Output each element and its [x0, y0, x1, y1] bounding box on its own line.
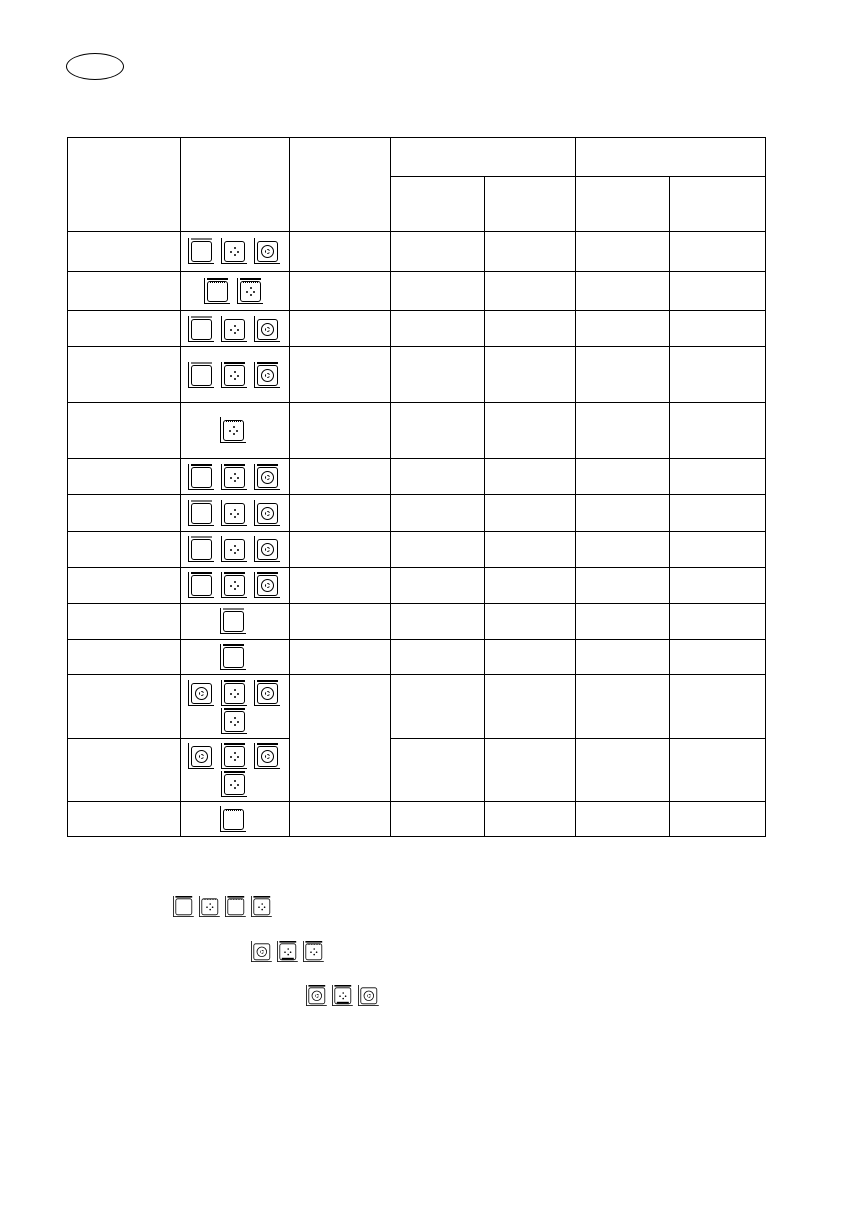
fan-wheel-icon	[251, 941, 272, 962]
fan-icon	[251, 896, 272, 917]
fan-icon	[221, 464, 247, 490]
fan-icon	[221, 362, 247, 388]
grill-oven-icon	[225, 896, 246, 917]
fan-wheel-icon	[254, 680, 280, 706]
fan-icon	[221, 238, 247, 264]
fan-icon	[221, 771, 247, 797]
fan-wheel-icon	[254, 362, 280, 388]
fan-wheel-icon	[306, 985, 327, 1006]
fan-wheel-icon	[188, 680, 214, 706]
top-heat-oven-icon	[220, 644, 246, 670]
grill-fan-icon	[303, 941, 324, 962]
fan-wheel-icon	[188, 743, 214, 769]
fan-icon	[221, 316, 247, 342]
grill-fan-icon	[220, 417, 246, 443]
fan-icon	[221, 680, 247, 706]
grill-oven-icon	[204, 278, 230, 304]
fan-wheel-icon	[254, 536, 280, 562]
top-heat-oven-icon	[188, 464, 214, 490]
fan-wheel-icon	[254, 743, 280, 769]
grill-fan-icon	[237, 278, 263, 304]
grey-top-oven-icon	[188, 536, 214, 562]
top-heat-oven-icon	[173, 896, 194, 917]
fan-icon	[221, 708, 247, 734]
grey-top-oven-icon	[220, 608, 246, 634]
bottom-fan-icon	[332, 985, 353, 1006]
fan-wheel-icon	[358, 985, 379, 1006]
grill-oven-icon	[220, 806, 246, 832]
grey-top-oven-icon	[188, 500, 214, 526]
grey-top-oven-icon	[188, 238, 214, 264]
fan-wheel-icon	[254, 572, 280, 598]
fan-wheel-icon	[254, 464, 280, 490]
grey-top-oven-icon	[188, 316, 214, 342]
grey-top-oven-icon	[188, 362, 214, 388]
fan-icon	[221, 500, 247, 526]
fan-icon	[221, 572, 247, 598]
fan-wheel-icon	[254, 238, 280, 264]
fan-icon	[221, 743, 247, 769]
fan-wheel-icon	[254, 500, 280, 526]
grill-fan-icon	[199, 896, 220, 917]
bottom-fan-icon	[277, 941, 298, 962]
fan-wheel-icon	[254, 316, 280, 342]
fan-icon	[221, 536, 247, 562]
top-heat-oven-icon	[188, 572, 214, 598]
